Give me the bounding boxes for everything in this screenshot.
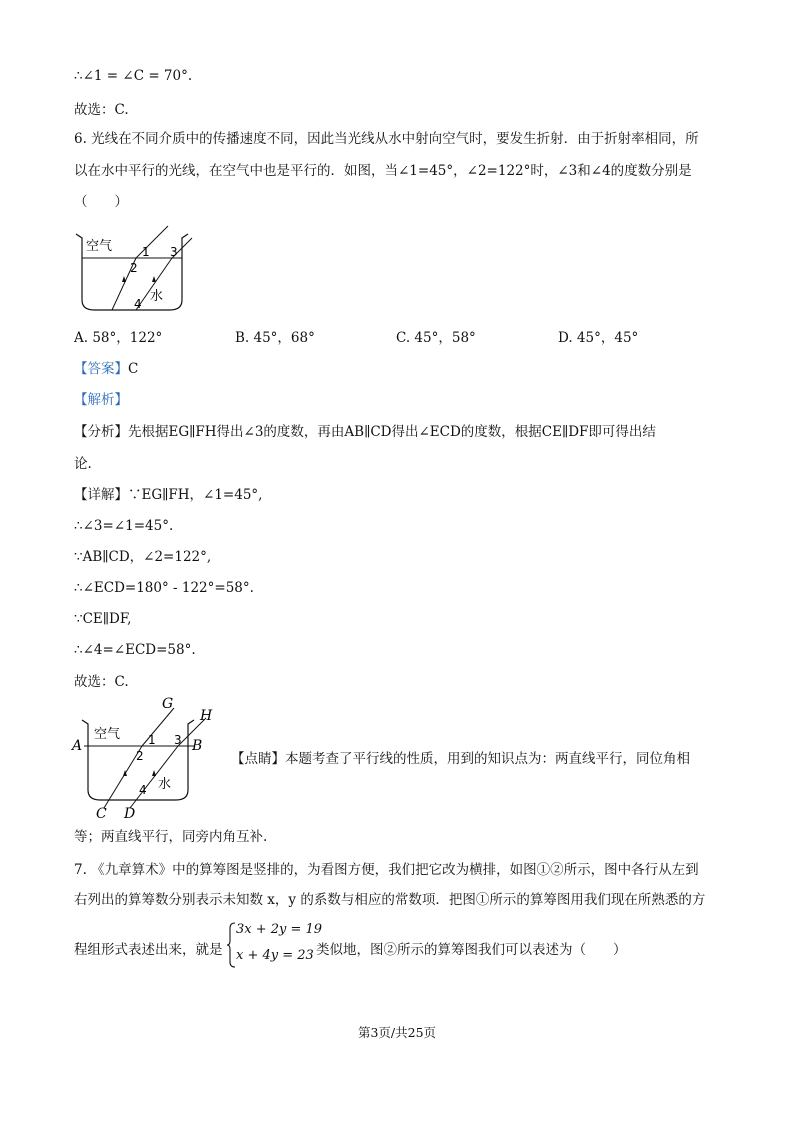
detail-line6: ∴∠4=∠ECD=58°.: [74, 642, 196, 658]
angle-2-label: 2: [130, 261, 138, 275]
angle-2-label: 2: [136, 749, 144, 763]
equation-brace: [226, 922, 236, 968]
page-footer: 第3页/共25页: [357, 1025, 437, 1040]
angle-4-label: 4: [139, 783, 147, 797]
detail-line3: ∵AB∥CD，∠2=122°,: [74, 549, 212, 565]
question-6-line1: 6. 光线在不同介质中的传播速度不同，因此当光线从水中射向空气时，要发生折射．由于折射率相同，所: [74, 131, 699, 147]
detail-line1: 【详解】∵EG∥FH，∠1=45°,: [74, 487, 263, 503]
air-label: 空气: [86, 239, 113, 254]
analysis-line1: 【分析】先根据EG∥FH得出∠3的度数，再由AB∥CD得出∠ECD的度数，根据CE∥DF即可得出结: [74, 424, 656, 440]
question-7-line2: 右列出的算筹数分别表示未知数 x，y 的系数与相应的常数项．把图①所示的算筹图用我们现在所熟悉的方: [74, 892, 706, 908]
option-a: A. 58°，122°: [74, 330, 163, 346]
angle-4-label: 4: [134, 297, 142, 311]
air-label: 空气: [94, 727, 121, 742]
line-conclusion: ∴∠1 = ∠C = 70°.: [74, 68, 193, 84]
water-label: 水: [158, 777, 172, 792]
equation-1: 3x + 2y = 19: [236, 922, 323, 937]
angle-1-label: 1: [142, 245, 150, 259]
option-c: C. 45°，58°: [396, 330, 476, 346]
comment-line1: 【点睛】本题考查了平行线的性质，用到的知识点为：两直线平行，同位角相: [231, 751, 690, 767]
point-h-label: H: [200, 708, 213, 724]
angle-3-label: 3: [174, 733, 182, 747]
question-7-line3-prefix: 程组形式表述出来，就是: [74, 942, 223, 958]
question-6-paren: （ ）: [74, 194, 128, 210]
point-g-label: G: [162, 696, 174, 712]
answer-line: [74, 360, 138, 378]
question-7-line1: 7. 《九章算术》中的算筹图是竖排的，为看图方便，我们把它改为横排，如图①②所示，图中各行从左到: [74, 862, 699, 878]
detail-line4: ∴∠ECD=180° - 122°=58°.: [74, 580, 254, 596]
option-d: D. 45°，45°: [558, 330, 639, 346]
detail-line5: ∵CE∥DF,: [74, 611, 132, 627]
line-choice: 故选：C.: [74, 102, 129, 118]
point-d-label: D: [124, 806, 136, 820]
point-a-label: A: [72, 738, 83, 754]
water-label: 水: [150, 289, 164, 304]
comment-line2: 等；两直线平行，同旁内角互补.: [74, 829, 268, 845]
detail-line2: ∴∠3=∠1=45°.: [74, 518, 174, 534]
answer-value: C: [128, 361, 139, 377]
answer-tag: 【答案】: [74, 361, 128, 377]
analysis-line2: 论.: [74, 456, 92, 472]
question-6-line2: 以在水中平行的光线，在空气中也是平行的．如图，当∠1=45°，∠2=122°时，∠3和∠4的度数分别是: [74, 163, 692, 179]
angle-1-label: 1: [148, 733, 156, 747]
equation-2: x + 4y = 23: [236, 948, 314, 963]
analysis-tag: 【解析】: [74, 392, 128, 408]
refraction-figure-2: [70, 694, 230, 820]
angle-3-label: 3: [170, 245, 178, 259]
detail-line7: 故选：C.: [74, 674, 129, 690]
point-c-label: C: [96, 806, 107, 820]
question-7-line3-suffix: 类似地，图②所示的算筹图我们可以表述为（ ）: [316, 942, 627, 958]
refraction-figure-1: [72, 220, 200, 320]
point-b-label: B: [192, 738, 203, 754]
option-b: B. 45°，68°: [235, 330, 315, 346]
